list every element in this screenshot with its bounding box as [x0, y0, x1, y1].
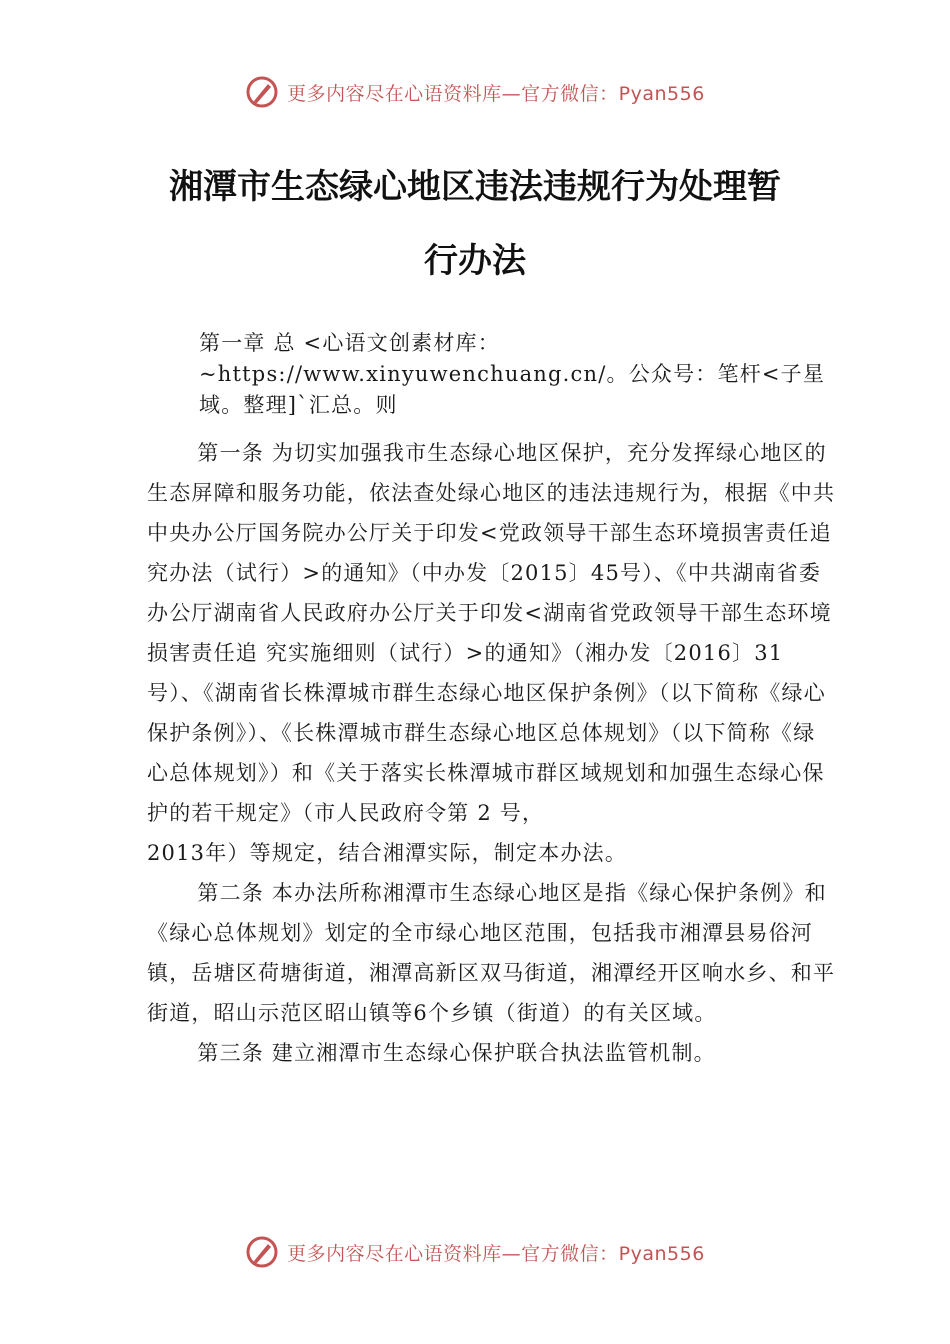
title-line-1: 湘潭市生态绿心地区违法违规行为处理暂 [169, 167, 781, 207]
article-1-tail: 2013年）等规定，结合湘潭实际，制定本办法。 [147, 841, 628, 865]
banner-text: 更多内容尽在心语资料库—官方微信：Pyan556 [287, 1242, 705, 1265]
title-line-2: 行办法 [424, 241, 526, 281]
document-title [140, 150, 810, 298]
document-body [147, 328, 837, 1073]
chapter-heading [147, 328, 837, 421]
header-watermark-banner [0, 72, 950, 112]
article-2: 第二条 本办法所称湘潭市生态绿心地区是指《绿心保护条例》和《绿心总体规划》划定的全市绿心地区范围，包括我市湘潭县易俗河镇，岳塘区荷塘街道，湘潭高新区双马街道，湘潭经开区响水乡、和平街道，昭山示范区昭山镇等6个乡镇（街道）的有关区域。 [147, 881, 836, 1025]
article-3: 第三条 建立湘潭市生态绿心保护联合执法监管机制。 [197, 1041, 716, 1065]
chapter-heading-line: 第一章 总 <心语文创素材库： [199, 331, 500, 355]
footer-watermark-banner [0, 1232, 950, 1272]
chapter-heading-line: 域。整理]`汇总。则 [199, 393, 398, 417]
chapter-heading-line: ~https://www.xinyuwenchuang.cn/。公众号：笔杆<子星 [199, 362, 826, 386]
article-1: 第一条 为切实加强我市生态绿心地区保护，充分发挥绿心地区的生态屏障和服务功能，依法查处绿心地区的违法违规行为，根据《中共中央办公厅国务院办公厅关于印发<党政领导干部生态环境损害责任追究办法（试行）>的通知》（中办发〔2015〕45号）、《中共湖南省委办公厅湖南省人民政府办公厅关于印发<湖南省党政领导干部生态环境损害责任追 究实施细则（试行）>的通知》（湘办发〔2016〕31号）、《湖南省长株潭城市群生态绿心地区保护条例》（以下简称《绿心保护条例》）、《长株潭城市群生态绿心地区总体规划》（以下简称《绿心总体规划》）和《关于落实长株潭城市群区域规划和加强生态绿心保护的若干规定》（市人民政府令第 2 号， [147, 441, 836, 825]
pen-logo-icon [245, 75, 279, 109]
banner-text: 更多内容尽在心语资料库—官方微信：Pyan556 [287, 82, 705, 105]
pen-logo-icon [245, 1235, 279, 1269]
